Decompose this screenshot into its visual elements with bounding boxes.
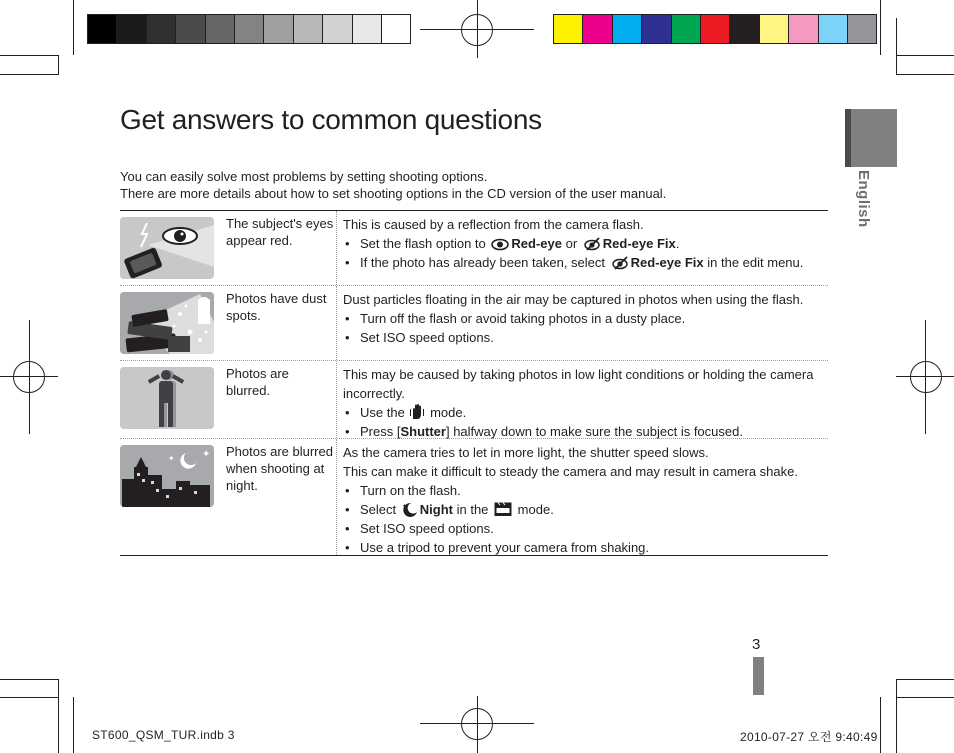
color-swatch (583, 15, 612, 43)
faq-answer (337, 286, 828, 360)
page-number-bar (753, 657, 764, 695)
dust-particles-icon (120, 292, 214, 354)
faq-row-blurred (120, 361, 828, 439)
answer-bullet: • Turn on the flash. (343, 481, 828, 500)
blurred-person-icon (120, 367, 214, 429)
answer-intro: This is caused by a reflection from the camera flash. (343, 217, 644, 232)
intro-text (120, 168, 666, 202)
color-swatch (206, 15, 235, 43)
scene-mode-icon (494, 502, 512, 517)
color-swatch (147, 15, 176, 43)
color-swatch (353, 15, 382, 43)
red-eye-fix-icon (583, 237, 601, 251)
answer-intro: Dust particles floating in the air may be captured in photos when using the flash. (343, 292, 804, 307)
intro-line-2: There are more details about how to set shooting options in the CD version of the user manual. (120, 186, 667, 201)
color-swatch (672, 15, 701, 43)
answer-bullet: • If the photo has already been taken, select Red-eye Fix in the edit menu. (343, 253, 828, 272)
language-tab-stripe (845, 109, 851, 167)
color-swatch (848, 15, 876, 43)
answer-bullet: • Turn off the flash or avoid taking photos in a dusty place. (343, 309, 828, 328)
svg-text:✦: ✦ (168, 454, 175, 463)
red-eye-fix-icon (611, 256, 629, 270)
color-swatch (642, 15, 671, 43)
red-eye-icon (491, 238, 509, 251)
svg-text:✦: ✦ (401, 503, 407, 510)
answer-bullet: • Use a tripod to prevent your camera from shaking. (343, 538, 828, 557)
faq-row-red-eye (120, 211, 828, 286)
footer-timestamp: 2010-07-27 오전 9:40:49 (740, 730, 878, 744)
color-swatch (294, 15, 323, 43)
color-swatch (176, 15, 205, 43)
color-swatch (554, 15, 583, 43)
color-swatch (730, 15, 759, 43)
faq-question: Photos have dust spots. (226, 286, 337, 360)
faq-question: Photos are blurred. (226, 361, 337, 438)
grayscale-color-bar (87, 14, 411, 44)
answer-bullet: • Set ISO speed options. (343, 519, 828, 538)
language-tab-block (848, 109, 897, 167)
faq-question: Photos are blurred when shooting at night. (226, 439, 337, 555)
color-swatch (235, 15, 264, 43)
color-swatch (613, 15, 642, 43)
color-swatch (323, 15, 352, 43)
answer-line: This can make it difficult to steady the camera and may result in camera shake. (343, 464, 798, 479)
answer-line: As the camera tries to let in more light, the shutter speed slows. (343, 445, 709, 460)
footer-file-name: ST600_QSM_TUR.indb 3 (92, 728, 235, 742)
page-number: 3 (752, 636, 761, 653)
answer-bullet: • Use the mode. (343, 403, 828, 422)
answer-intro: This may be caused by taking photos in low light conditions or holding the camera incorrectly. (343, 367, 814, 401)
answer-bullet: • Set ISO speed options. (343, 328, 828, 347)
color-swatch (760, 15, 789, 43)
faq-answer (337, 211, 828, 285)
answer-bullet: • Press [Shutter] halfway down to make sure the subject is focused. (343, 422, 828, 441)
color-swatch (701, 15, 730, 43)
color-swatch (789, 15, 818, 43)
faq-answer (337, 361, 828, 438)
camera-flash-eye-icon (120, 217, 214, 279)
faq-row-night-blur (120, 439, 828, 556)
answer-bullet: • Select ✦ Night in the mode. (343, 500, 828, 519)
answer-bullet: • Set the flash option to Red-eye or Red-eye Fix. (343, 234, 828, 253)
color-swatch (264, 15, 293, 43)
faq-table (120, 210, 828, 556)
faq-question: The subject's eyes appear red. (226, 211, 337, 285)
faq-row-dust-spots (120, 286, 828, 361)
color-swatch (819, 15, 848, 43)
svg-text:✦: ✦ (202, 449, 211, 460)
intro-line-1: You can easily solve most problems by setting shooting options. (120, 169, 488, 184)
night-city-icon (120, 445, 214, 507)
page-title: Get answers to common questions (120, 104, 542, 135)
language-tab-label: English (855, 170, 872, 228)
color-swatch (88, 15, 117, 43)
process-color-bar (553, 14, 877, 44)
color-swatch (117, 15, 146, 43)
color-swatch (382, 15, 410, 43)
night-mode-icon (402, 502, 418, 517)
dual-is-hand-icon (410, 404, 424, 420)
faq-answer (337, 439, 828, 555)
